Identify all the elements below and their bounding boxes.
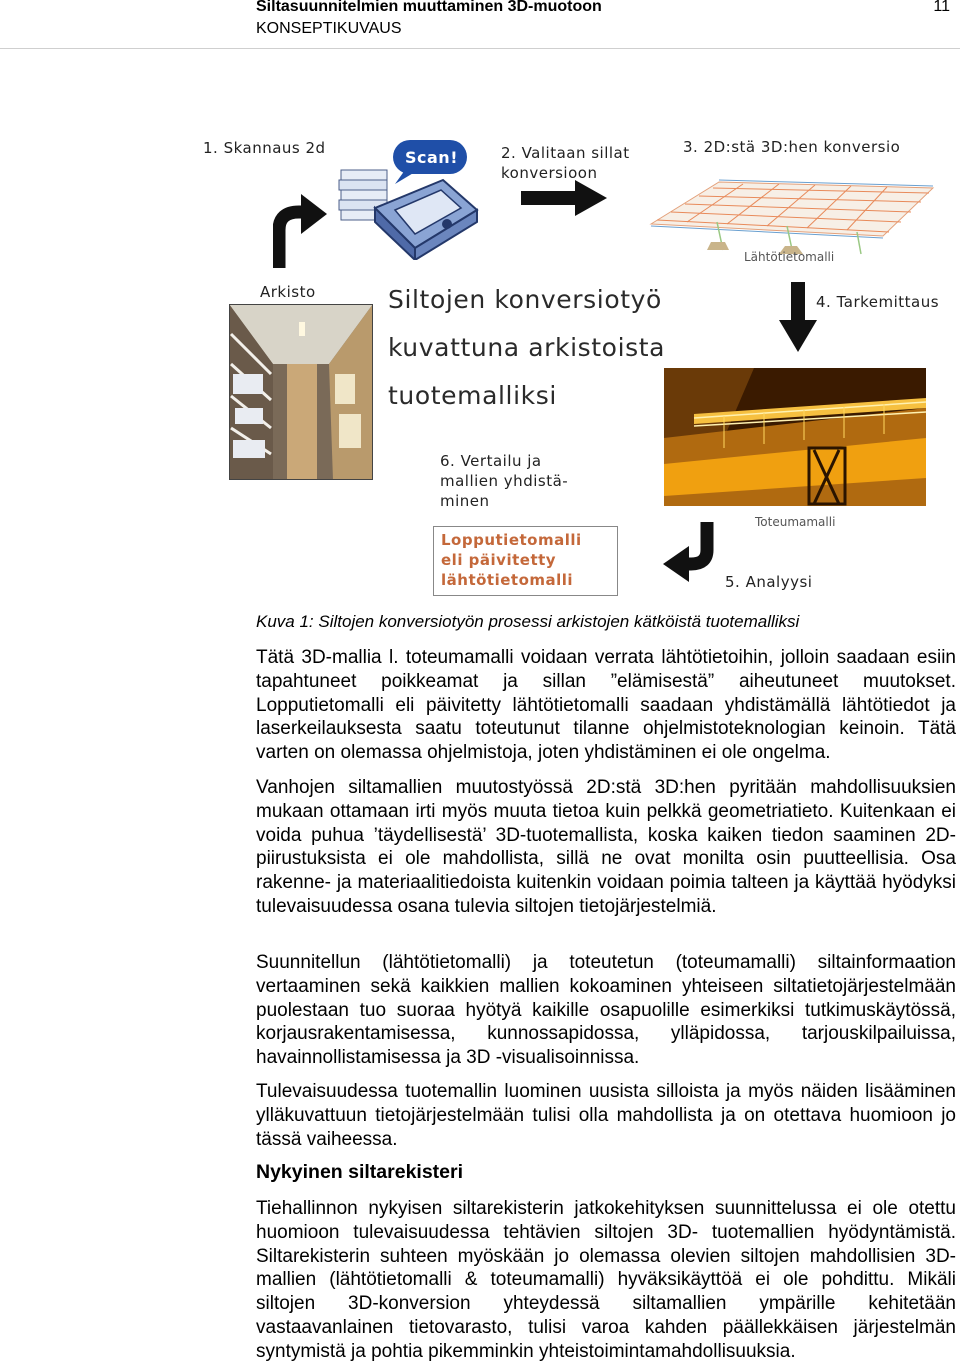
paragraph-1: Tätä 3D-mallia l. toteumamalli voidaan verrata lähtötietoihin, jolloin saadaan esiin tapahtuneet poikkeamat ja sillan ”elämisestä” aiheutuneet muutokset. Lopputietomalli eli päivitetty lähtötietomalli saadaan yhdistämällä lähtötiedot ja laserkeilauksesta saatu toteutunut tilanne ohjelmistoteknologian keinoin. Tätä varten on olemassa ohjelmistoja, joten yhdistäminen ei ole ongelma. — [256, 647, 956, 764]
scan-badge-text: Scan! — [405, 148, 458, 167]
process-figure — [195, 130, 960, 600]
step4-label: 4. Tarkemittaus — [816, 293, 940, 311]
header-divider — [0, 48, 960, 49]
paragraph-3: Suunnitellun (lähtötietomalli) ja toteutetun (toteumamalli) siltainformaation vertaaminen sekä kaikkien mallien kokoaminen yhteiseen siltatietojärjestelmään puolestaan tuo suoraa hyötyä kaikille osapuolille esimerkiksi tutkimuskäytössä, korjausrakentamisessa, kunnossapidossa, ylläpidossa, tarjouskilpailuissa, havainnollistamisessa ja 3D -visualisoinnissa. — [256, 952, 956, 1069]
result-line2: eli päivitetty — [441, 551, 557, 569]
result-line1: Lopputietomalli — [441, 531, 582, 549]
document-title: Siltasuunnitelmien muuttaminen 3D-muotoon — [256, 0, 602, 15]
result-line3: lähtötietomalli — [441, 571, 574, 589]
step2-label-line1: 2. Valitaan sillat — [501, 144, 630, 162]
lahtotietomalli-label: Lähtötietomalli — [744, 250, 835, 264]
arrow-down-icon — [779, 282, 817, 352]
step1-label: 1. Skannaus 2d — [203, 139, 326, 157]
figure-title-line3: tuotemalliksi — [388, 381, 557, 410]
figure-title-line2: kuvattuna arkistoista — [388, 333, 666, 362]
curved-arrow-left-icon — [661, 522, 721, 582]
figure-caption: Kuva 1: Siltojen konversiotyön prosessi arkistojen kätköistä tuotemalliksi — [256, 612, 800, 631]
curved-arrow-up-icon — [273, 190, 331, 270]
arrow-right-icon — [521, 180, 607, 216]
scan-badge-tail — [395, 170, 415, 184]
step6-label-line2: mallien yhdistä- — [440, 472, 569, 490]
laser-scan-image — [664, 368, 926, 506]
archive-photo — [229, 304, 373, 480]
toteumamalli-label: Toteumamalli — [755, 515, 836, 529]
paragraph-5: Tiehallinnon nykyisen siltarekisterin jatkokehityksen suunnittelussa ei ole otettu huomioon tulevaisuudessa tehtävien siltojen 3D- tuotemallien hyödyntämistä. Siltarekisterin suhteen myöskään jo olemassa olevien siltojen mahdollisien 3D-mallien (lähtötietomalli & toteumamalli) hyväksikäyttöä ei ole pohdittu. Mikäli siltojen 3D-konversion yhteydessä siltamallien ympärille kehitetään vastaavanlainen tietovarasto, tulisi varoa kahden päällekkäisen järjestelmän syntymistä ja pohtia pikemminkin yhteistoimintamahdollisuuksia. — [256, 1198, 956, 1362]
step5-label: 5. Analyysi — [725, 573, 813, 591]
bridge-wireframe-model — [647, 162, 937, 258]
paragraph-4: Tulevaisuudessa tuotemallin luominen uusista silloista ja myös näiden lisääminen ylläkuvattuun tietojärjestelmään tulisi olla mahdollista ja on otettava huomioon jo tässä vaiheessa. — [256, 1081, 956, 1150]
step6-label-line1: 6. Vertailu ja — [440, 452, 542, 470]
archive-label: Arkisto — [260, 283, 316, 301]
step6-label-line3: minen — [440, 492, 490, 510]
section-heading: Nykyinen siltarekisteri — [256, 1161, 464, 1183]
page-header — [256, 0, 956, 50]
step2-label-line2: konversioon — [501, 164, 598, 182]
scanner-icon — [375, 180, 477, 260]
step3-label: 3. 2D:stä 3D:hen konversio — [683, 138, 901, 156]
page-number: 11 — [933, 0, 950, 15]
document-subtitle: KONSEPTIKUVAUS — [256, 20, 402, 37]
figure-title-line1: Siltojen konversiotyö — [388, 285, 662, 314]
paragraph-2: Vanhojen siltamallien muutostyössä 2D:stä 3D:hen pyritään mahdollisuuksien mukaan ottamaan irti myös muuta tietoa kuin pelkkä geometriatieto. Kuitenkaan ei voida puhua ’täydellisestä’ 3D-tuotemallista, koska kaiken tiedon saaminen 2D-piirustuksista ei ole mahdollista, sillä ne ovat monilta osin puutteellisia. Osa rakenne- ja materiaalitiedoista kuitenkin voidaan poimia talteen ja käyttää hyödyksi tulevaisuudessa osana tulevia siltojen tietojärjestelmiä. — [256, 777, 956, 917]
